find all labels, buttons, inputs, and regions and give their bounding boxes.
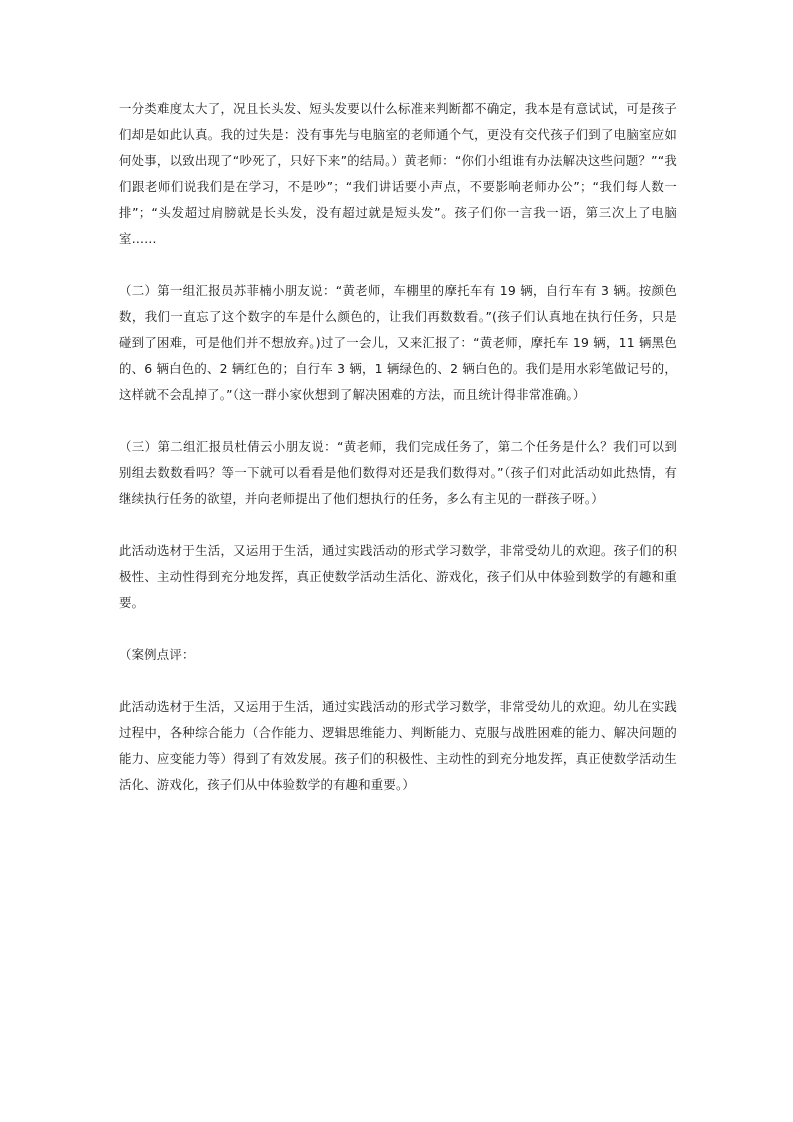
paragraph-group-two-report: （三）第二组汇报员杜倩云小朋友说：“黄老师，我们完成任务了，第二个任务是什么？我们可以到别组去数数看吗？等一下就可以看看是他们数得对还是我们数得对。”（孩子们对此活动如此热情，有继续执行任务的欲望，并向老师提出了他们想执行的任务，多么有主见的一群孩子呀。） [119,439,677,506]
paragraph-group-one-report: （二）第一组汇报员苏菲楠小朋友说：“黄老师，车棚里的摩托车有 19 辆，自行车有 3 辆。按颜色数，我们一直忘了这个数字的车是什么颜色的，让我们再数数看。”(孩子们认真地在执行任务，只是碰到了困难，可是他们并不想放弃。)过了一会儿，又来汇报了：“黄老师，摩托车 19 辆，11 辆黑色的、6 辆白色的、2 辆红色的；自行车 3 辆，1 辆绿色的、2 辆白色的。我们是用水彩笔做记号的，这样就不会乱掉了。”（这一群小家伙想到了解决困难的方法，而且统计得非常准确。） [119,283,677,402]
paragraph-gap [119,252,677,278]
document-page [119,96,677,798]
paragraph-review-heading: （案例点评： [119,647,195,662]
paragraph-intro: 一分类难度太大了，况且长头发、短头发要以什么标准来判断都不确定，我本是有意试试，可是孩子们却是如此认真。我的过失是：没有事先与电脑室的老师通个气，更没有交代孩子们到了电脑室应如何处事，以致出现了“吵死了，只好下来”的结局。）黄老师：“你们小组谁有办法解决这些问题？”“我们跟老师们说我们是在学习，不是吵”；“我们讲话要小声点，不要影响老师办公”；“我们每人数一排”；“头发超过肩膀就是长头发，没有超过就是短头发”。孩子们你一言我一语，第三次上了电脑室…… [119,101,677,246]
paragraph-summary: 此活动选材于生活，又运用于生活，通过实践活动的形式学习数学，非常受幼儿的欢迎。孩子们的积极性、主动性得到充分地发挥，真正使数学活动生活化、游戏化，孩子们从中体验到数学的有趣和重要。 [119,543,677,610]
paragraph-gap [119,616,677,642]
paragraph-review-body: 此活动选材于生活，又运用于生活，通过实践活动的形式学习数学，非常受幼儿的欢迎。幼儿在实践过程中，各种综合能力（合作能力、逻辑思维能力、判断能力、克服与战胜困难的能力、解决问题的能力、应变能力等）得到了有效发展。孩子们的积极性、主动性的到充分地发挥，真正使数学活动生活化、游戏化，孩子们从中体验数学的有趣和重要。） [119,699,677,792]
paragraph-gap [119,408,677,434]
paragraph-gap [119,668,677,694]
paragraph-gap [119,512,677,538]
